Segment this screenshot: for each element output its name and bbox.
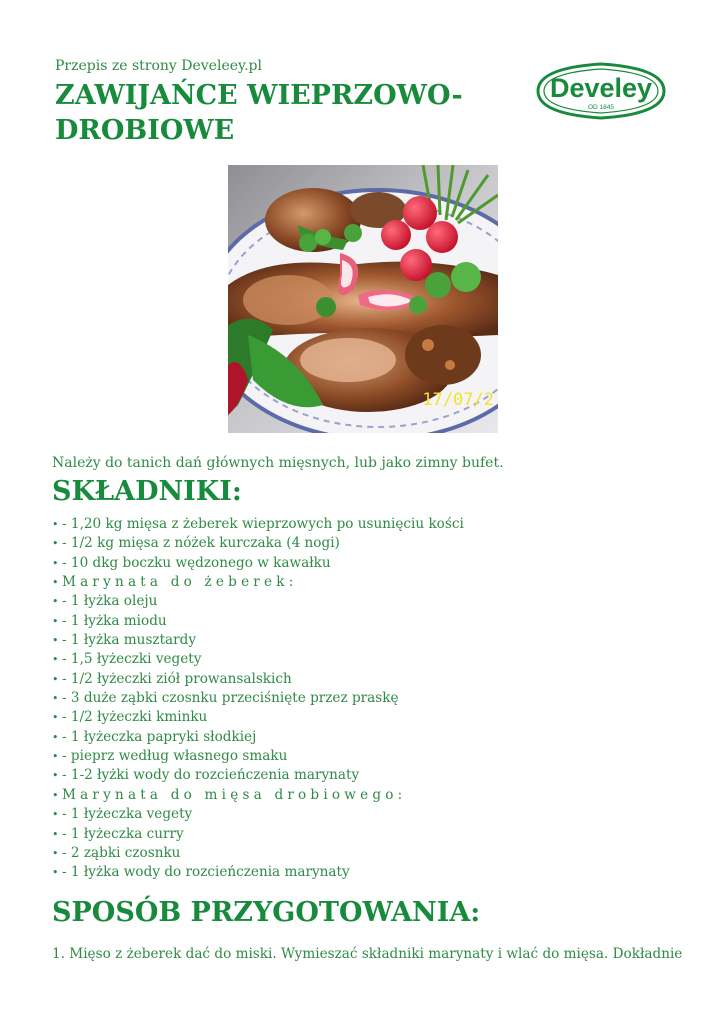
ingredient-text: - pieprz według własnego smaku [62,748,288,765]
ingredient-item [52,670,464,689]
ingredient-item [52,689,464,708]
intro-text: Należy do tanich dań głównych mięsnych, lub jako zimny bufet. [52,455,504,471]
ingredient-item [52,825,464,844]
ingredient-text: Marynata do żeberek: [62,574,298,591]
ingredient-item [52,728,464,747]
ingredients-list [52,515,464,883]
recipe-title: ZAWIJAŃCE WIEPRZOWO-DROBIOWE [55,80,463,146]
marinade-subheading [52,573,464,592]
ingredient-item [52,612,464,631]
ingredient-item [52,650,464,669]
ingredient-text: - 1 łyżeczka vegety [62,806,193,823]
ingredient-text: - 2 ząbki czosnku [62,844,181,861]
ingredient-item [52,631,464,650]
bullet-icon: • [52,672,59,686]
ingredient-text: - 1/2 łyżeczki kminku [62,709,208,726]
ingredient-text: - 10 dkg boczku wędzonego w kawałku [62,554,331,571]
ingredient-item [52,766,464,785]
ingredient-item [52,515,464,534]
bullet-icon: • [52,614,59,628]
bullet-icon: • [52,866,59,880]
ingredient-item [52,844,464,863]
ingredient-text: - 1,20 kg mięsa z żeberek wieprzowych po usunięciu kości [62,516,464,532]
ingredients-heading: SKŁADNIKI: [52,476,242,507]
ingredient-text: - 1 łyżka musztardy [62,632,197,649]
bullet-icon: • [52,750,59,764]
bullet-icon: • [52,692,59,706]
bullet-icon: • [52,711,59,725]
ingredient-text: - 1 łyżeczka curry [62,825,184,842]
ingredient-item [52,708,464,727]
bullet-icon: • [52,788,59,802]
marinade-subheading [52,786,464,805]
bullet-icon: • [52,595,59,609]
logo-since-label: OD 1845 [587,104,615,111]
ingredient-text: - 1,5 łyżeczki vegety [62,651,202,668]
ingredient-text: - 3 duże ząbki czosnku przeciśnięte przez praskę [62,690,399,707]
bullet-icon: • [52,827,59,841]
bullet-icon: • [52,653,59,667]
bullet-icon: • [52,634,59,648]
ingredient-item [52,805,464,824]
bullet-icon: • [52,730,59,744]
ingredient-text: - 1/2 łyżeczki ziół prowansalskich [62,670,292,687]
photo-timestamp: 17/07/2 [422,390,494,410]
ingredient-text: - 1 łyżka miodu [62,612,167,629]
ingredient-text: - 1 łyżka oleju [62,593,158,610]
ingredient-item [52,747,464,766]
ingredient-item [52,592,464,611]
ingredient-text: - 1/2 kg mięsa z nóżek kurczaka (4 nogi) [62,535,340,552]
ingredient-text: - 1-2 łyżki wody do rozcieńczenia marynaty [62,767,360,784]
method-heading: SPOSÓB PRZYGOTOWANIA: [52,897,481,928]
ingredient-item [52,534,464,553]
bullet-icon: • [52,518,59,531]
ingredient-text: - 1 łyżka wody do rozcieńczenia marynaty [62,864,350,881]
bullet-icon: • [52,769,59,783]
bullet-icon: • [52,537,59,551]
bullet-icon: • [52,576,59,590]
ingredient-item [52,554,464,573]
ingredient-text: - 1 łyżeczka papryki słodkiej [62,728,257,745]
logo-wordmark: Develey [549,73,653,103]
bullet-icon: • [52,556,59,570]
dish-photo [228,165,498,433]
method-step-1: 1. Mięso z żeberek dać do miski. Wymieszać składniki marynaty i wlać do mięsa. Dokładnie [52,946,683,962]
bullet-icon: • [52,846,59,860]
source-line: Przepis ze strony Develeey.pl [55,58,262,74]
ingredient-item [52,863,464,882]
develey-logo [532,60,670,122]
ingredient-text: Marynata do mięsa drobiowego: [62,786,407,803]
bullet-icon: • [52,808,59,822]
